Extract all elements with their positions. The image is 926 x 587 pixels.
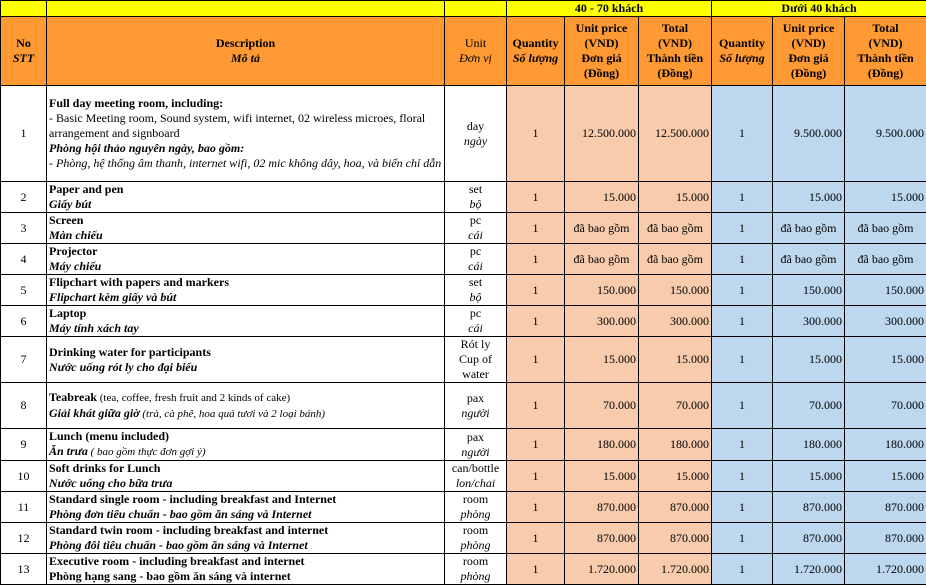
row-description: Laptop Máy tính xách tay xyxy=(47,306,445,337)
price-b: 150.000 xyxy=(773,275,845,306)
unit-price-header-a: Unit price (VND) Đơn giá (Đồng) xyxy=(565,17,639,86)
qty-b: 1 xyxy=(712,182,773,213)
table-row xyxy=(1,213,926,244)
column-header-row xyxy=(1,17,926,86)
total-b: 15.000 xyxy=(845,182,926,213)
price-b: 15.000 xyxy=(773,337,845,383)
row-number: 13 xyxy=(1,554,47,585)
group-under-40: Dưới 40 khách xyxy=(712,1,926,17)
qty-a: 1 xyxy=(507,244,565,275)
table-row xyxy=(1,306,926,337)
table-row xyxy=(1,554,926,585)
total-b: 870.000 xyxy=(845,523,926,554)
qty-a: 1 xyxy=(507,306,565,337)
table-row xyxy=(1,244,926,275)
total-a: 70.000 xyxy=(639,383,712,429)
total-a: 870.000 xyxy=(639,523,712,554)
qty-b: 1 xyxy=(712,383,773,429)
total-b: 15.000 xyxy=(845,461,926,492)
total-b: 150.000 xyxy=(845,275,926,306)
row-description: Paper and pen Giấy bút xyxy=(47,182,445,213)
table-row xyxy=(1,86,926,182)
total-a: 15.000 xyxy=(639,461,712,492)
price-b: 870.000 xyxy=(773,492,845,523)
price-b: 15.000 xyxy=(773,182,845,213)
row-unit: pc cái xyxy=(445,306,507,337)
row-number: 2 xyxy=(1,182,47,213)
total-b: 870.000 xyxy=(845,492,926,523)
price-a: đã bao gồm xyxy=(565,213,639,244)
table-row xyxy=(1,182,926,213)
price-b: 1.720.000 xyxy=(773,554,845,585)
row-description: Flipchart with papers and markers Flipchart kèm giấy và bút xyxy=(47,275,445,306)
row-description: Screen Màn chiếu xyxy=(47,213,445,244)
row-number: 3 xyxy=(1,213,47,244)
table-row xyxy=(1,492,926,523)
total-b: 1.720.000 xyxy=(845,554,926,585)
quantity-header-b: Quantity Số lượng xyxy=(712,17,773,86)
price-b: 180.000 xyxy=(773,429,845,461)
total-a: 180.000 xyxy=(639,429,712,461)
qty-b: 1 xyxy=(712,244,773,275)
row-number: 12 xyxy=(1,523,47,554)
price-a: 870.000 xyxy=(565,492,639,523)
table-row xyxy=(1,337,926,383)
description-header: Description Mô tả xyxy=(47,17,445,86)
table-row xyxy=(1,461,926,492)
table-row xyxy=(1,523,926,554)
total-a: 1.720.000 xyxy=(639,554,712,585)
qty-a: 1 xyxy=(507,275,565,306)
table-row xyxy=(1,429,926,461)
price-b: 15.000 xyxy=(773,461,845,492)
price-b: 70.000 xyxy=(773,383,845,429)
price-b: 9.500.000 xyxy=(773,86,845,182)
qty-a: 1 xyxy=(507,337,565,383)
quantity-header-a: Quantity Số lượng xyxy=(507,17,565,86)
row-number: 6 xyxy=(1,306,47,337)
total-a: 300.000 xyxy=(639,306,712,337)
qty-a: 1 xyxy=(507,383,565,429)
group-40-70: 40 - 70 khách xyxy=(507,1,712,17)
qty-a: 1 xyxy=(507,461,565,492)
total-b: 15.000 xyxy=(845,337,926,383)
row-number: 11 xyxy=(1,492,47,523)
row-unit: pax người xyxy=(445,383,507,429)
row-unit: pax người xyxy=(445,429,507,461)
total-a: đã bao gồm xyxy=(639,244,712,275)
price-b: 870.000 xyxy=(773,523,845,554)
price-a: 15.000 xyxy=(565,461,639,492)
row-number: 1 xyxy=(1,86,47,182)
total-a: 15.000 xyxy=(639,337,712,383)
row-description: Standard single room - including breakfast and Internet Phòng đơn tiêu chuẩn - bao gồm ăn sáng và Internet xyxy=(47,492,445,523)
total-a: 15.000 xyxy=(639,182,712,213)
row-number: 8 xyxy=(1,383,47,429)
total-b: 9.500.000 xyxy=(845,86,926,182)
row-number: 5 xyxy=(1,275,47,306)
price-b: 300.000 xyxy=(773,306,845,337)
table-row xyxy=(1,383,926,429)
row-unit: can/bottle lon/chai xyxy=(445,461,507,492)
total-a: 150.000 xyxy=(639,275,712,306)
unit-header: Unit Đơn vị xyxy=(445,17,507,86)
total-a: đã bao gồm xyxy=(639,213,712,244)
table-row xyxy=(1,275,926,306)
total-a: 12.500.000 xyxy=(639,86,712,182)
row-unit: room phòng xyxy=(445,554,507,585)
row-unit: Rót ly Cup of water xyxy=(445,337,507,383)
row-number: 4 xyxy=(1,244,47,275)
price-b: đã bao gồm xyxy=(773,244,845,275)
row-number: 9 xyxy=(1,429,47,461)
row-unit: pc cái xyxy=(445,244,507,275)
price-a: 70.000 xyxy=(565,383,639,429)
qty-b: 1 xyxy=(712,337,773,383)
qty-b: 1 xyxy=(712,523,773,554)
price-a: 12.500.000 xyxy=(565,86,639,182)
qty-a: 1 xyxy=(507,429,565,461)
price-a: 15.000 xyxy=(565,182,639,213)
row-unit: room phòng xyxy=(445,492,507,523)
row-description: Full day meeting room, including: - Basic Meeting room, Sound system, wifi internet, 02 wireless microes, floral arrangement and signboard Phòng hội thảo nguyên ngày, bao gồm: - Phòng, hệ thống âm thanh, internet wifi, 02 mic không dây, hoa, và biển chỉ dẫn xyxy=(47,86,445,182)
qty-a: 1 xyxy=(507,523,565,554)
row-number: 10 xyxy=(1,461,47,492)
price-a: 15.000 xyxy=(565,337,639,383)
qty-b: 1 xyxy=(712,429,773,461)
qty-a: 1 xyxy=(507,86,565,182)
qty-b: 1 xyxy=(712,213,773,244)
qty-b: 1 xyxy=(712,492,773,523)
qty-a: 1 xyxy=(507,554,565,585)
row-unit: set bộ xyxy=(445,182,507,213)
qty-b: 1 xyxy=(712,461,773,492)
row-description: Executive room - including breakfast and internet Phòng hạng sang - bao gồm ăn sáng và internet xyxy=(47,554,445,585)
price-a: 180.000 xyxy=(565,429,639,461)
no-header: No STT xyxy=(1,17,47,86)
total-b: đã bao gồm xyxy=(845,244,926,275)
qty-a: 1 xyxy=(507,213,565,244)
total-header-b: Total (VND) Thành tiền (Đồng) xyxy=(845,17,926,86)
qty-b: 1 xyxy=(712,554,773,585)
row-description: Lunch (menu included) Ăn trưa ( bao gồm thực đơn gợi ý) xyxy=(47,429,445,461)
row-number: 7 xyxy=(1,337,47,383)
qty-a: 1 xyxy=(507,492,565,523)
total-b: 180.000 xyxy=(845,429,926,461)
qty-b: 1 xyxy=(712,275,773,306)
price-a: 300.000 xyxy=(565,306,639,337)
row-unit: pc cái xyxy=(445,213,507,244)
group-header-row xyxy=(1,1,926,17)
price-a: 1.720.000 xyxy=(565,554,639,585)
row-description: Projector Máy chiếu xyxy=(47,244,445,275)
total-header-a: Total (VND) Thành tiền (Đồng) xyxy=(639,17,712,86)
price-a: đã bao gồm xyxy=(565,244,639,275)
row-description: Standard twin room - including breakfast and internet Phòng đôi tiêu chuẩn - bao gồm ăn sáng và Internet xyxy=(47,523,445,554)
qty-b: 1 xyxy=(712,306,773,337)
price-a: 150.000 xyxy=(565,275,639,306)
price-b: đã bao gồm xyxy=(773,213,845,244)
qty-a: 1 xyxy=(507,182,565,213)
total-b: 70.000 xyxy=(845,383,926,429)
row-description: Teabreak (tea, coffee, fresh fruit and 2 kinds of cake) Giải khát giữa giờ (trà, cà phê, hoa quả tươi và 2 loại bánh) xyxy=(47,383,445,429)
row-unit: day ngày xyxy=(445,86,507,182)
row-unit: set bộ xyxy=(445,275,507,306)
total-b: đã bao gồm xyxy=(845,213,926,244)
qty-b: 1 xyxy=(712,86,773,182)
total-b: 300.000 xyxy=(845,306,926,337)
row-description: Soft drinks for Lunch Nước uống cho bữa trưa xyxy=(47,461,445,492)
unit-price-header-b: Unit price (VND) Đơn giá (Đồng) xyxy=(773,17,845,86)
row-unit: room phòng xyxy=(445,523,507,554)
row-description: Drinking water for participants Nước uống rót ly cho đại biểu xyxy=(47,337,445,383)
price-a: 870.000 xyxy=(565,523,639,554)
total-a: 870.000 xyxy=(639,492,712,523)
